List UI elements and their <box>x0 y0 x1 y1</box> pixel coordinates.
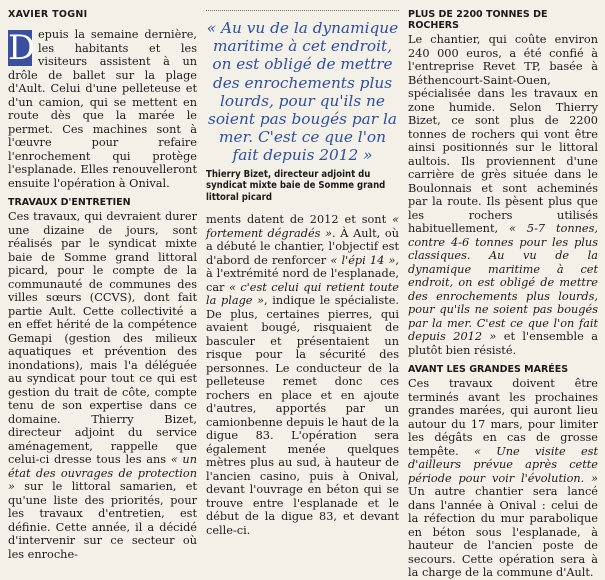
column-3 <box>408 0 598 580</box>
section-heading-marees: AVANT LES GRANDES MARÉES <box>408 364 569 375</box>
entretien-text-1: Ces travaux, qui devraient durer une dizaine de jours, sont réalisés par le syndicat mixte baie de Somme grand littoral picard, pour le compte de la communauté de communes des villes sœurs (CCVS), dont fait partie Ault. Cette collectivité a en effet hérité de la compétence Gemapi (gestion des milieux aquatiques et prévention des inondations), mais l'a déléguée au syndicat pour tout ce qui est gestion du trait de côte, compte tenu de son expertise dans ce domaine. Thierry Bizet, directeur adjoint du service aménagement, rappelle que celui-ci dresse tous les ans <box>8 210 197 466</box>
pullquote-rule <box>206 10 399 11</box>
column-2-paragraph <box>206 213 399 537</box>
pullquote-credit: Thierry Bizet, directeur adjoint du syndicat mixte baie de Somme grand littoral picard <box>206 168 386 203</box>
rochers-quote: « 5-7 tonnes, contre 4-6 tonnes pour les plus classiques. Au vu de la dynamique maritime à cet endroit, on est obligé de mettre des enrochements plus lourds, pour qu'ils ne soient pas bougés par la mer. C'est ce que l'on fait depuis 2012 » <box>408 222 598 343</box>
marees-text-1: Ces travaux doivent être terminés avant les prochaines grandes marées, qui auront lieu autour du 17 mars, pour limiter les dégâts en cas de grosse tempête. <box>408 377 598 458</box>
col2-quote-3: « c'est celui qui retient toute la plage » <box>206 280 399 308</box>
rochers-text-1: Le chantier, qui coûte environ 240 000 euros, a été confié à l'entreprise Revet TP, basée à Béthencourt-Saint-Ouen, spécialisée dans les travaux en zone humide. Selon Thierry Bizet, ce sont plus de 2200 tonnes de rochers qui vont être ainsi positionnés sur le littoral aultois. Ils proviennent d'une carrière de grès située dans le Boulonnais et sont acheminés par la route. Ils pèsent plus que les rochers utilisés habituellement, <box>408 33 598 235</box>
drop-cap: D <box>8 28 36 68</box>
intro-paragraph <box>8 28 197 190</box>
entretien-paragraph <box>8 210 197 561</box>
column-1 <box>8 0 197 561</box>
col2-quote-2: « l'épi 14 » <box>330 253 396 267</box>
marees-text-2: Un autre chantier sera lancé dans l'année à Onival : celui de la réfection du mur parabolique en béton sous l'esplanade, à hauteur de l'ancien poste de secours. Cette opération sera à la charge de la commune d'Ault. <box>408 485 598 579</box>
rochers-paragraph <box>408 33 598 357</box>
marees-quote: « Une visite est d'ailleurs prévue après cette période pour voir l'évolution. » <box>408 444 598 485</box>
col2-text-1: ments datent de 2012 et sont <box>206 213 393 227</box>
marees-paragraph <box>408 377 598 580</box>
rochers-text-2: et l'ensemble a plutôt bien résisté. <box>408 330 599 357</box>
section-heading-entretien: TRAVAUX D'ENTRETIEN <box>8 197 131 208</box>
col2-text-3: , à l'extrémité nord de l'esplanade, car <box>206 253 399 294</box>
section-heading-rochers: PLUS DE 2200 TONNES DE ROCHERS <box>408 9 548 31</box>
intro-text: epuis la semaine dernière, les habitants et les visiteurs assistent à un drôle de ballet sur la plage d'Ault. Celui d'une pelleteuse et d'un camion, qui se mettent en route dès que la marée le permet. Ces machines sont à l'œuvre pour refaire l'enrochement qui protège l'esplanade. Elles renouvelleront ensuite l'opération à Onival. <box>8 28 197 190</box>
author-byline: XAVIER TOGNI <box>8 9 88 20</box>
col2-quote-1: « fortement dégradés » <box>206 213 399 240</box>
column-2 <box>206 0 399 537</box>
col2-text-2: . À Ault, où a débuté le chantier, l'objectif est d'abord de renforcer <box>206 226 400 267</box>
col2-text-4: , indique le spécialiste. De plus, certaines pierres, qui avaient bougé, risquaient de basculer et présentaient un risque pour la sécurité des personnes. Le conducteur de la pelleteuse remet donc ces rochers en place et en ajoute d'autres, apportés par un camionbenne depuis le haut de la digue 83. L'opération sera également menée quelques mètres plus au sud, à hauteur de l'ancien casino, puis à Onival, devant l'ouvrage en béton qui se trouve entre l'esplanade et le début de la digue 83, et devant celle-ci. <box>206 294 399 537</box>
entretien-text-2: sur le littoral samarien, et qu'une liste des priorités, pour les travaux d'entretien, est définie. Cette année, il a décidé d'intervenir sur ce secteur où les enroche- <box>8 480 197 561</box>
pullquote: « Au vu de la dynamique maritime à cet endroit, on est obligé de mettre des enrochements plus lourds, pour qu'ils ne soient pas bougés par la mer. C'est ce que l'on fait depuis 2012 » <box>206 19 399 165</box>
entretien-quote: « un état des ouvrages de protection » <box>8 453 197 493</box>
